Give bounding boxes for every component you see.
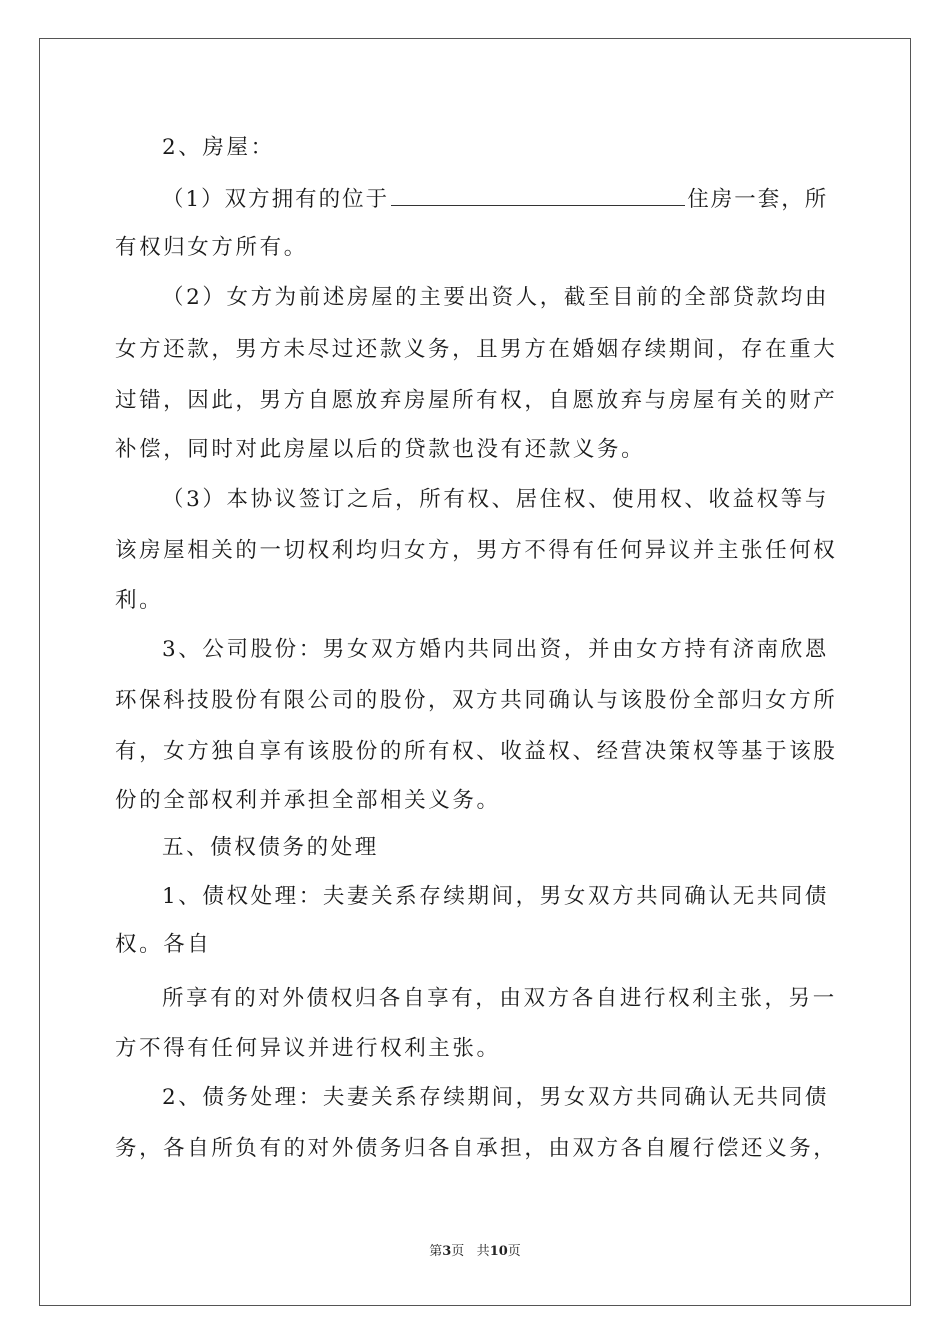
glyph: 房 [403,388,426,413]
glyph: 、 [572,739,594,764]
page-border [39,38,911,1306]
glyph: 款 [379,337,402,362]
glyph: 还 [163,337,185,362]
glyph: ， [235,388,257,413]
page-footer [0,1243,950,1261]
glyph: 得 [548,538,570,563]
total-pages: 10 [489,1244,508,1259]
paragraph-line: （2）女方为前述房屋的主要出资人，截至目前的全部贷款均由 [162,285,829,310]
glyph: 与 [644,388,667,413]
glyph: 愿 [572,388,594,413]
glyph: 异 [644,538,667,563]
glyph: 的 [283,1136,306,1161]
glyph: 全 [692,688,715,713]
glyph: 等 [716,739,739,764]
glyph: 关 [741,388,763,413]
glyph: 在 [548,337,570,362]
glyph: 的 [355,688,378,713]
glyph: 与 [596,688,619,713]
glyph: 营 [620,739,643,764]
glyph: 权 [500,388,522,413]
glyph: 双 [452,688,474,713]
glyph: 份 [355,739,378,764]
glyph: ， [716,337,739,362]
glyph: 限 [283,688,306,713]
glyph: 方 [596,1136,619,1161]
glyph: 股 [379,688,402,713]
glyph: 公 [307,688,330,713]
glyph: 保 [139,688,161,713]
glyph: 男 [500,337,522,362]
glyph: 权 [452,739,474,764]
glyph: 有 [476,388,498,413]
glyph: 归 [379,538,402,563]
glyph: 何 [789,538,811,563]
glyph: 方 [500,538,522,563]
glyph: 还 [741,1136,763,1161]
paragraph-line [162,183,828,213]
glyph: 份 [235,688,257,713]
glyph: 愿 [331,388,354,413]
glyph: 方 [789,688,811,713]
glyph: 权 [307,538,330,563]
glyph: ， [524,1136,546,1161]
glyph: 策 [668,739,691,764]
paragraph-line: 利。 [115,588,164,613]
glyph: 有 [259,1136,281,1161]
glyph: 务 [428,337,450,362]
glyph: 务 [115,1136,137,1161]
glyph: 方 [139,337,161,362]
glyph: 错 [139,388,161,413]
glyph: 在 [765,337,787,362]
glyph: 财 [789,388,811,413]
glyph: 女 [163,739,185,764]
glyph: 所 [211,1136,233,1161]
page-number: 3 [442,1244,452,1259]
glyph: 有 [572,538,594,563]
section-heading-debts: 五、债权债务的处理 [162,835,379,860]
glyph: ， [139,1136,161,1161]
glyph: 归 [741,688,763,713]
glyph: 男 [259,388,281,413]
glyph: ， [813,1136,835,1161]
section-heading-house: 2、房屋： [162,135,275,160]
glyph: ， [211,337,233,362]
glyph: 弃 [620,388,643,413]
glyph: 且 [476,337,498,362]
glyph: 股 [813,739,835,764]
glyph: 司 [331,688,354,713]
glyph: 经 [596,739,619,764]
glyph: 认 [572,688,594,713]
footer-text: 共 [476,1244,490,1259]
glyph: 方 [259,337,281,362]
glyph: 此 [211,388,233,413]
glyph: 主 [716,538,739,563]
glyph: 均 [355,538,378,563]
glyph: 方 [187,739,209,764]
glyph: 于 [765,739,787,764]
glyph: 有 [716,388,739,413]
glyph: 独 [211,739,233,764]
glyph: 存 [741,337,763,362]
glyph: 务 [789,1136,811,1161]
glyph: 女 [115,337,137,362]
glyph: 方 [476,688,498,713]
glyph: 方 [428,538,450,563]
glyph: 过 [115,388,137,413]
glyph: ， [524,388,546,413]
glyph: 担 [500,1136,522,1161]
glyph: 方 [524,337,546,362]
glyph: 份 [668,688,691,713]
glyph: ， [163,388,185,413]
glyph: 所 [452,388,474,413]
glyph: 款 [187,337,209,362]
glyph: 方 [283,388,306,413]
paragraph-line: 2、债务处理：夫妻关系存续期间，男女双方共同确认无共同债 [162,1085,829,1110]
glyph: 义 [765,1136,787,1161]
glyph: 益 [524,739,546,764]
glyph: 该 [307,739,330,764]
glyph: 外 [331,1136,354,1161]
glyph: 有 [115,739,137,764]
glyph: 产 [813,388,835,413]
glyph: 所 [403,739,426,764]
glyph: 各 [163,1136,185,1161]
glyph: 放 [355,388,378,413]
paragraph-line [115,1134,835,1164]
glyph: 由 [548,1136,570,1161]
paragraph-line: 有权归女方所有。 [115,235,308,260]
glyph: 自 [644,1136,667,1161]
glyph: 婚 [572,337,594,362]
paragraph-line: 1、债权处理：夫妻关系存续期间，男女双方共同确认无共同债 [162,884,829,909]
paragraph-line: 权。各自 [115,932,212,957]
glyph: 何 [620,538,643,563]
glyph: 负 [235,1136,257,1161]
glyph: 房 [668,388,691,413]
paragraph-line [115,335,835,365]
glyph: 所 [813,688,835,713]
glyph: 弃 [379,388,402,413]
glyph: 自 [235,739,257,764]
glyph: 的 [235,538,257,563]
glyph: 一 [259,538,281,563]
glyph: 姻 [596,337,619,362]
fill-in-blank [391,183,685,206]
paragraph-line: （3）本协议签订之后，所有权、居住权、使用权、收益权等与 [162,487,829,512]
text-segment: 住房一套，所 [687,187,829,212]
glyph: 的 [379,739,402,764]
glyph: 大 [813,337,835,362]
footer-text: 页 [451,1244,465,1259]
glyph: 双 [572,1136,594,1161]
paragraph-line [115,686,835,716]
glyph: 议 [668,538,691,563]
glyph: 享 [259,739,281,764]
glyph: 自 [307,388,330,413]
glyph: 股 [644,688,667,713]
glyph: 男 [235,337,257,362]
glyph: 放 [596,388,619,413]
glyph: 对 [307,1136,330,1161]
glyph: 务 [379,1136,402,1161]
glyph: 的 [765,388,787,413]
glyph: 各 [428,1136,450,1161]
glyph: 科 [163,688,185,713]
glyph: 该 [115,538,137,563]
glyph: 切 [283,538,306,563]
glyph: 任 [596,538,619,563]
glyph: 部 [716,688,739,713]
glyph: 权 [548,739,570,764]
glyph: 有 [428,739,450,764]
paragraph-line [115,386,835,416]
paragraph-line [115,737,835,767]
paragraph-line [115,536,835,566]
paragraph-line: 方不得有任何异议并进行权利主张。 [115,1036,501,1061]
glyph: 张 [741,538,763,563]
glyph: 收 [500,739,522,764]
paragraph-line: 所享有的对外债权归各自享有，由双方各自进行权利主张，另一 [162,986,837,1011]
glyph: 偿 [716,1136,739,1161]
paragraph-line: 3、公司股份：男女双方婚内共同出资，并由女方持有济南欣恩 [162,637,829,662]
glyph: 、 [476,739,498,764]
glyph: 男 [476,538,498,563]
glyph: 不 [524,538,546,563]
glyph: 该 [620,688,643,713]
glyph: 有 [259,688,281,713]
glyph: 环 [115,688,137,713]
glyph: 存 [620,337,643,362]
glyph: 技 [187,688,209,713]
glyph: ， [452,538,474,563]
glyph: 基 [741,739,763,764]
glyph: 承 [476,1136,498,1161]
glyph: 权 [813,538,835,563]
glyph: 自 [548,388,570,413]
glyph: 债 [355,1136,378,1161]
glyph: 确 [548,688,570,713]
glyph: 间 [692,337,715,362]
paragraph-line: 补偿，同时对此房屋以后的贷款也没有还款义务。 [115,437,646,462]
glyph: 屋 [163,538,185,563]
glyph: 权 [692,739,715,764]
glyph: 股 [331,739,354,764]
glyph: 屋 [428,388,450,413]
glyph: 屋 [692,388,715,413]
glyph: 履 [668,1136,691,1161]
glyph: 有 [283,739,306,764]
glyph: 还 [355,337,378,362]
glyph: 过 [331,337,354,362]
glyph: 自 [187,1136,209,1161]
glyph: 尽 [307,337,330,362]
glyph: 利 [331,538,354,563]
glyph: 房 [139,538,161,563]
glyph: 同 [524,688,546,713]
glyph: 相 [187,538,209,563]
glyph: ， [428,688,450,713]
glyph: 份 [403,688,426,713]
glyph: 因 [187,388,209,413]
glyph: 义 [403,337,426,362]
footer-text: 页 [507,1244,521,1259]
glyph: 续 [644,337,667,362]
glyph: 股 [211,688,233,713]
glyph: 归 [403,1136,426,1161]
glyph: 未 [283,337,306,362]
glyph: 共 [500,688,522,713]
glyph: 各 [620,1136,643,1161]
glyph: 任 [765,538,787,563]
glyph: 行 [692,1136,715,1161]
glyph: 并 [692,538,715,563]
glyph: 该 [789,739,811,764]
text-segment: （1）双方拥有的位于 [162,187,390,212]
glyph: 女 [765,688,787,713]
glyph: 自 [452,1136,474,1161]
glyph: 女 [403,538,426,563]
glyph: 期 [668,337,691,362]
glyph: ， [139,739,161,764]
paragraph-line: 份的全部权利并承担全部相关义务。 [115,788,501,813]
footer-text: 第 [429,1244,443,1259]
glyph: 重 [789,337,811,362]
glyph: ， [452,337,474,362]
glyph: 决 [644,739,667,764]
glyph: 关 [211,538,233,563]
